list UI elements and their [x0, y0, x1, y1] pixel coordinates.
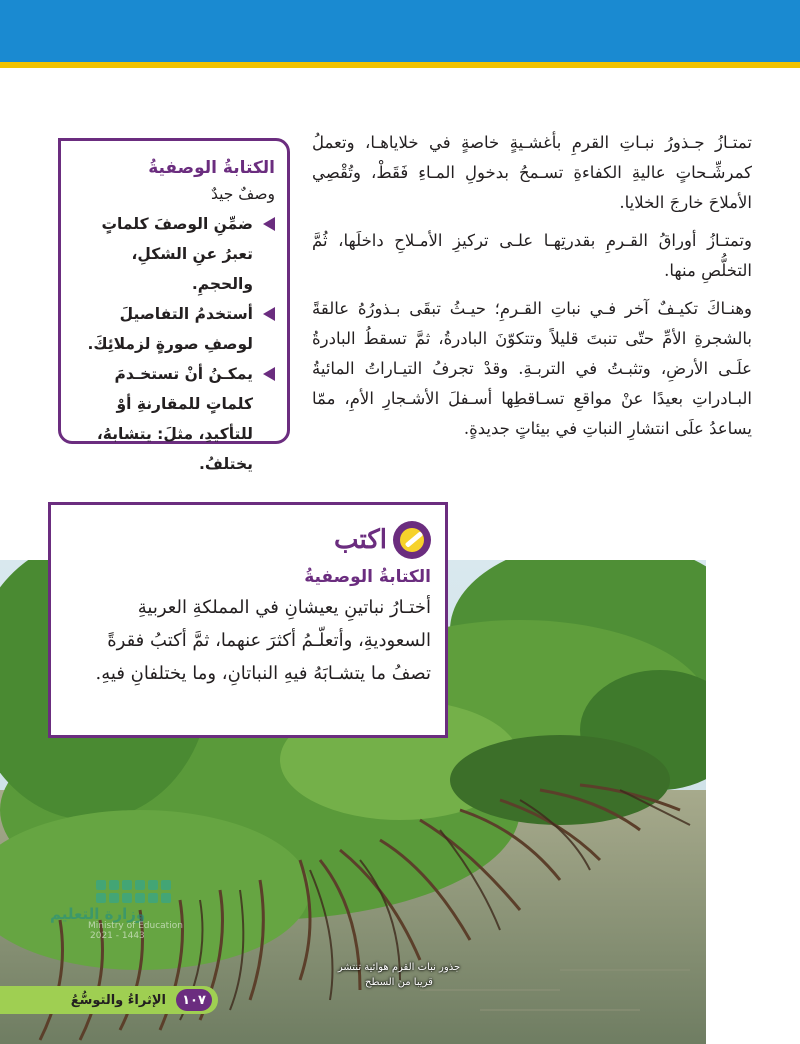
tips-list-item: يمكـنُ أنْ تستخـدمَ كلماتٍ للمقارنةِ أوْ للتأكيدِ، مثلَ: يتشابهُ، يختلفُ.	[75, 359, 275, 479]
paragraph-leaves: وتمتـازُ أوراقُ القـرمِ بقدرتِهـا علـى تركيزِ الأمـلاحِ داخلَها، ثُمَّ التخلُّصِ منها.	[312, 231, 752, 280]
ministry-english: Ministry of Education	[88, 921, 183, 931]
ministry-watermark	[42, 880, 192, 970]
descriptive-writing-tips-box	[58, 138, 290, 473]
arrow-bullet-icon	[263, 367, 275, 381]
section-name: الإثراءُ والتوسُّعُ	[70, 992, 166, 1008]
page-number: ١٠٧	[176, 989, 212, 1011]
write-activity-box	[48, 502, 448, 738]
top-banner	[0, 0, 800, 62]
footer-page-tab	[0, 986, 218, 1014]
paragraph-roots: تمتـازُ جـذورُ نبـاتِ القرمِ بأغشـيةٍ خاصةٍ في خلاياهـا، وتعملُ كمرشِّـحاتٍ عاليةِ الكفاءةِ تسـمحُ بدخولِ المـاءِ فَقَطْ، وتُقْصِي الأملاحَ خارجَ الخلايا.	[312, 133, 752, 212]
arrow-bullet-icon	[263, 217, 275, 231]
tips-list-item: أستخدمُ التفاصيلَ لوصفِ صورةٍ لزملائِكَ.	[75, 299, 275, 359]
paragraph-seeds: وهنـاكَ تكيـفٌ آخر فـي نباتِ القـرمِ؛ حيـثُ تبقَى بـذورُهُ عالقةً بالشجرةِ الأمِّ حتّى تنبتَ قليلاً وتتكوّنَ البادرةُ، ثمَّ تسقطُ البادرةُ علَـى الأرضِ، وتثبـتُ في التربـةِ. وقدْ تجرفُ التيـاراتُ المائيةُ البـادراتِ بعيدًا عنْ مواقعِ تسـاقطِها أسـفلَ الأشـجارِ الأمِ، ممّا يساعدُ علَى انتشارِ النباتِ في بيئاتٍ جديدةٍ.	[312, 299, 752, 438]
ministry-logo-icon	[96, 880, 192, 903]
tips-subtitle: وصفٌ جيدٌ	[210, 185, 275, 203]
tips-list	[75, 209, 275, 479]
arrow-bullet-icon	[263, 307, 275, 321]
write-activity-title: الكتابةُ الوصفيةُ	[304, 567, 431, 587]
tips-list-item: ضمِّنِ الوصفَ كلماتٍ تعبرُ عنِ الشكلِ، والحجمِ.	[75, 209, 275, 299]
main-text-column	[312, 128, 752, 452]
tips-title: الكتابةُ الوصفيةُ	[148, 158, 275, 178]
ministry-arabic: وزارة التعليم	[50, 905, 146, 923]
write-activity-prompt: أختـارُ نباتينِ يعيشانِ في المملكةِ العربيةِ السعوديةِ، وأتعلّـمُ أكثرَ عنهما، ثمَّ أكتبُ فقرةً تصفُ ما يتشـابَهُ فيهِ النباتانِ، وما يختلفانِ فيهِ.	[95, 597, 431, 684]
write-activity-label: اكتب	[334, 525, 387, 555]
writing-pen-icon	[393, 521, 431, 559]
write-activity-header	[65, 517, 431, 563]
photo-caption: جذور نبات القرم هوائية تنتشر قريبا من السطح	[337, 962, 461, 988]
ministry-year: 2021 - 1443	[90, 931, 145, 941]
top-accent-line	[0, 62, 800, 68]
